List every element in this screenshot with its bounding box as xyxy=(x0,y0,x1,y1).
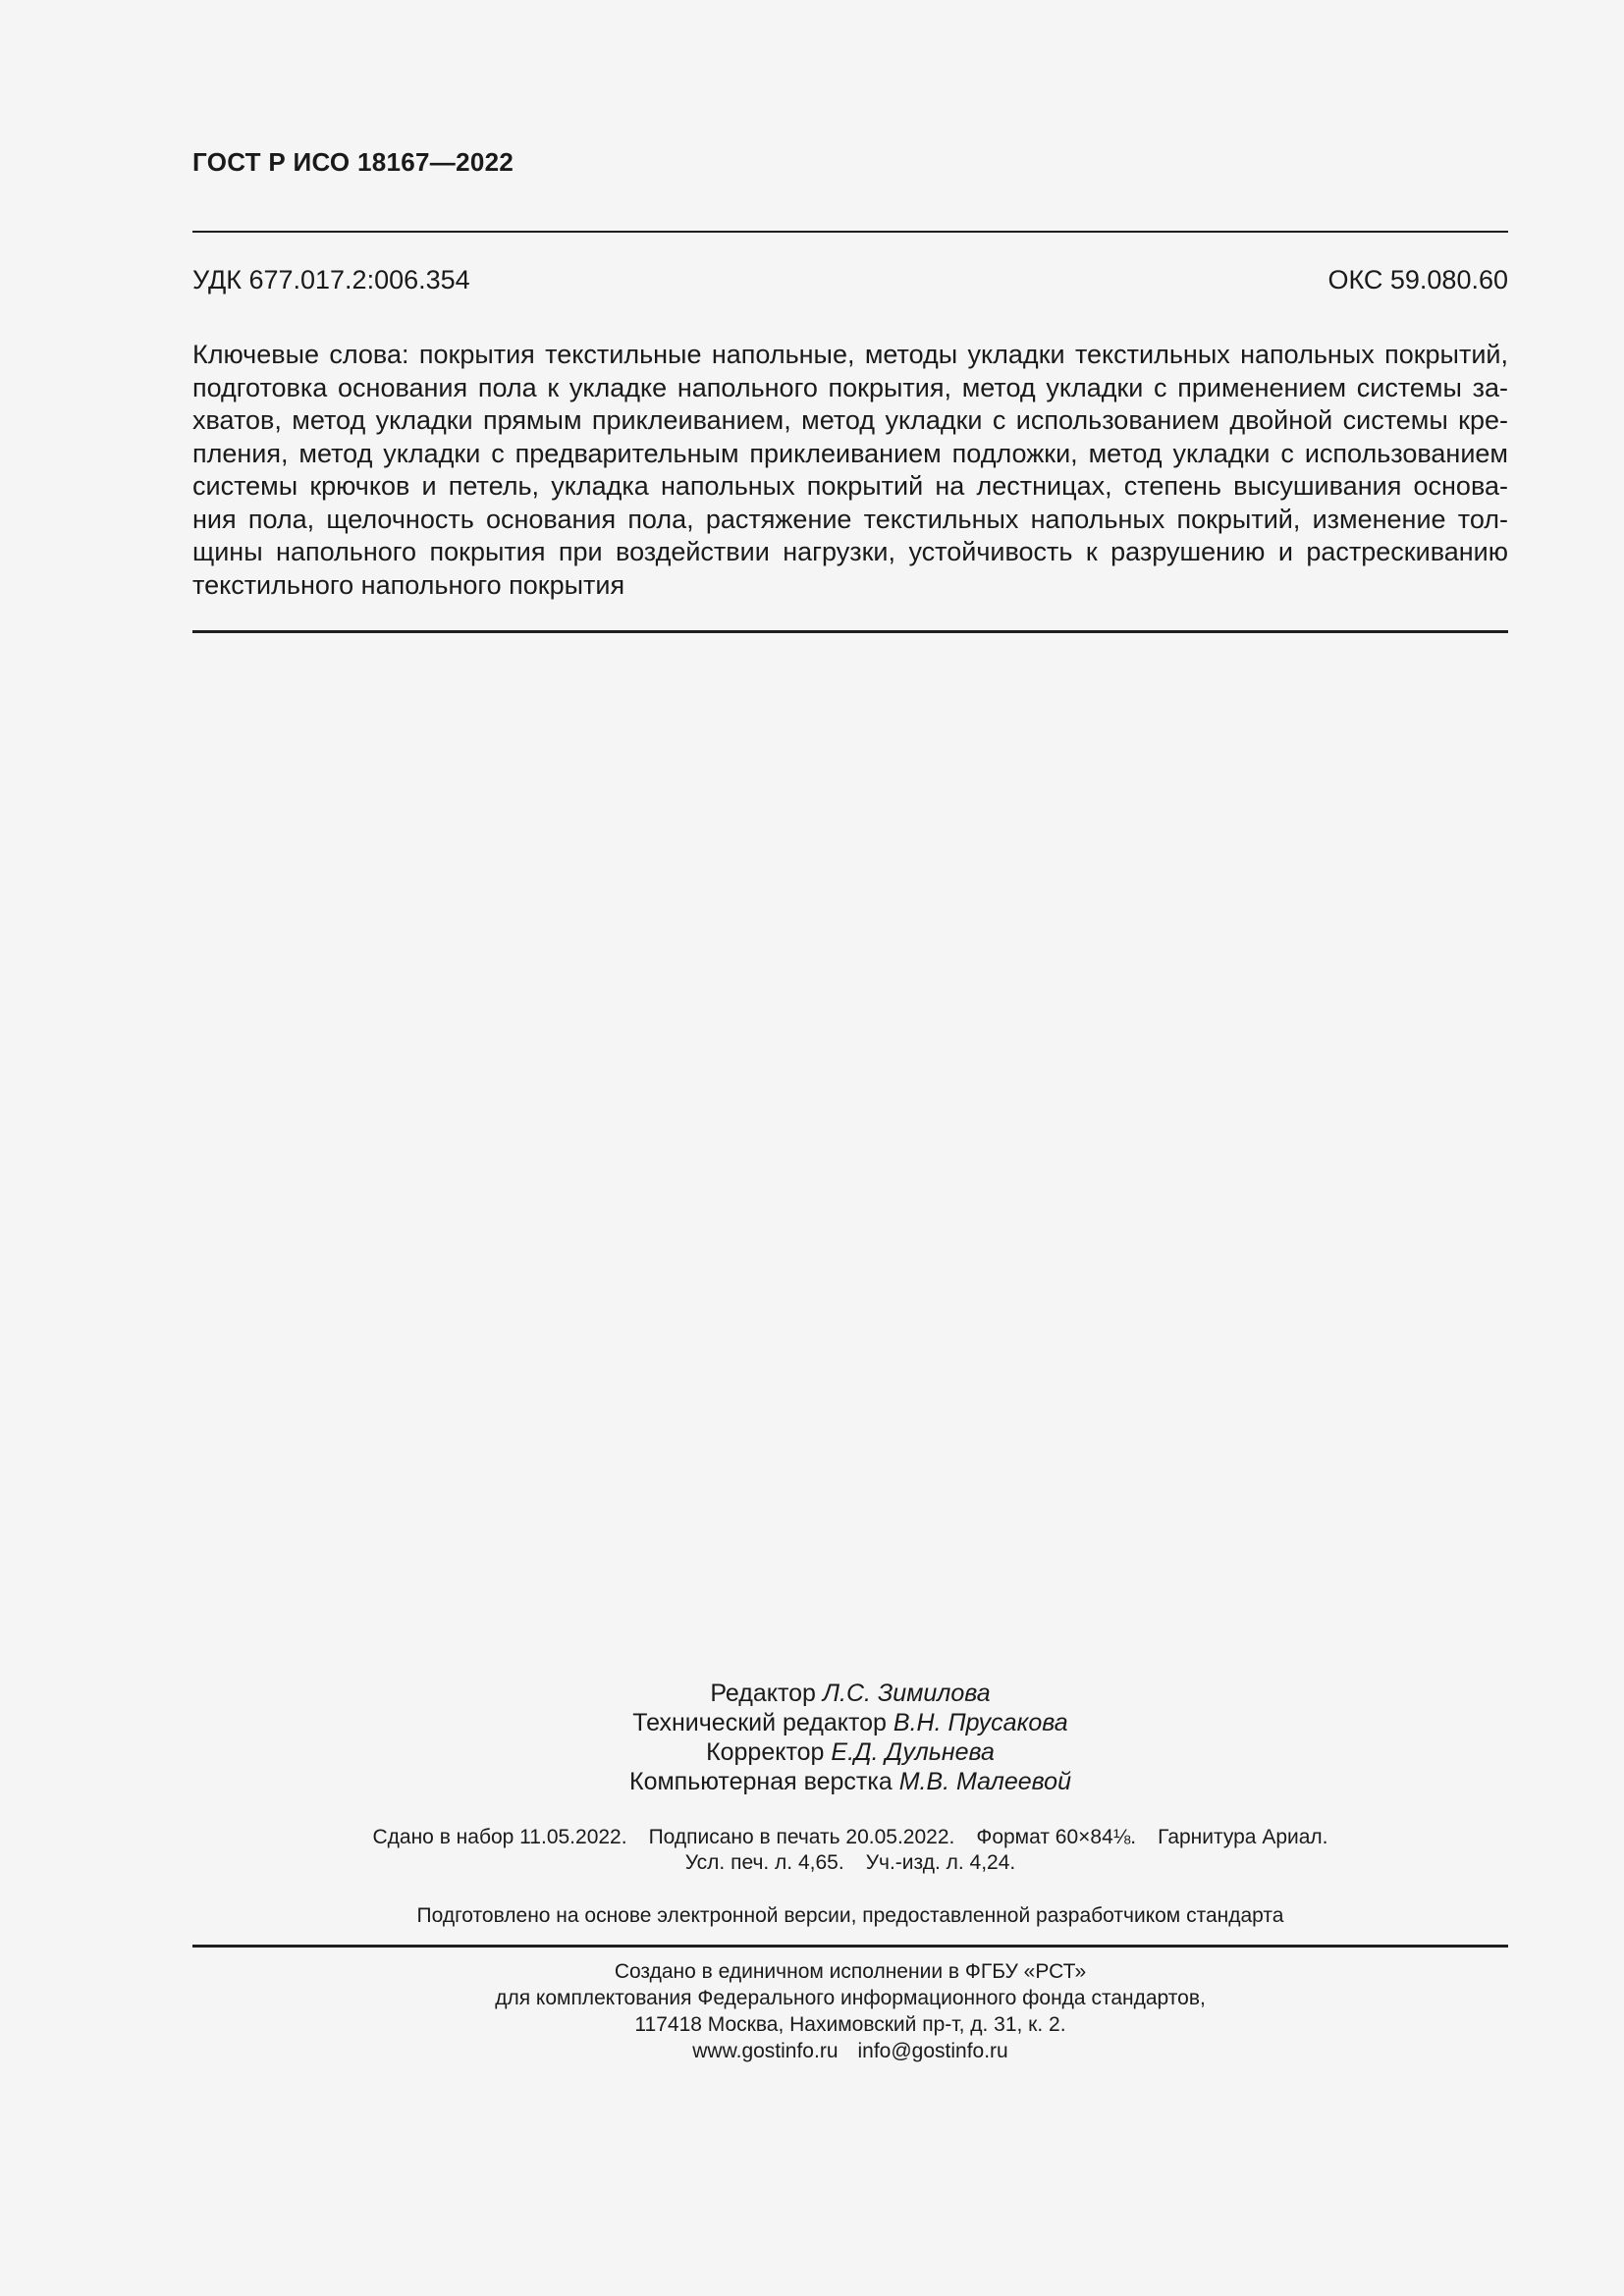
corrector-role: Корректор xyxy=(706,1738,825,1766)
submitted-date: Сдано в набор 11.05.2022. xyxy=(372,1826,627,1848)
keywords-line: пления, метод укладки с предварительным приклеиванием подложки, метод укладки с использованием xyxy=(192,438,1508,468)
tech-editor-role: Технический редактор xyxy=(632,1709,887,1736)
prepared-note: Подготовлено на основе электронной версии, предоставленной разработчиком стандарта xyxy=(416,1904,1284,1927)
classification-row xyxy=(192,265,1508,295)
print-info-block xyxy=(192,1825,1508,1876)
tech-editor-credit xyxy=(192,1708,1508,1737)
footer-contacts xyxy=(192,2038,1508,2064)
print-info-line-1 xyxy=(192,1825,1508,1850)
oks-code: ОКС 59.080.60 xyxy=(1327,265,1508,294)
typeface: Гарнитура Ариал. xyxy=(1158,1826,1328,1848)
corrector-name: Е.Д. Дульнева xyxy=(831,1738,995,1766)
footer-line: Создано в единичном исполнении в ФГБУ «РСТ» xyxy=(614,1960,1087,1983)
publication-sheets: Уч.-изд. л. 4,24. xyxy=(865,1851,1016,1874)
tech-editor-name: В.Н. Прусакова xyxy=(893,1709,1068,1736)
editor-name: Л.С. Зимилова xyxy=(822,1680,991,1707)
layout-credit xyxy=(192,1767,1508,1796)
print-format: Формат 60×84⅛. xyxy=(976,1826,1137,1848)
keywords-line: Ключевые слова: покрытия текстильные напольные, методы укладки текстильных напольных покрытий, xyxy=(192,340,1508,369)
keywords-paragraph xyxy=(192,339,1508,602)
editor-credit xyxy=(192,1679,1508,1708)
layout-role: Компьютерная верстка xyxy=(629,1768,893,1795)
keywords-divider xyxy=(192,630,1508,633)
keywords-line: ния пола, щелочность основания пола, растяжение текстильных напольных покрытий, изменение тол- xyxy=(192,504,1508,534)
header-divider xyxy=(192,231,1508,233)
footer-line: для комплектования Федерального информационного фонда стандартов, xyxy=(495,1987,1206,2009)
corrector-credit xyxy=(192,1737,1508,1767)
email-link[interactable]: info@gostinfo.ru xyxy=(857,2040,1008,2062)
layout-name: М.В. Малеевой xyxy=(898,1768,1071,1795)
publisher-footer xyxy=(192,1958,1508,2064)
footer-divider xyxy=(192,1945,1508,1948)
credits-block xyxy=(192,1679,1508,1796)
footer-line: 117418 Москва, Нахимовский пр-т, д. 31, к. 2. xyxy=(634,2013,1066,2036)
website-link[interactable]: www.gostinfo.ru xyxy=(692,2040,839,2062)
document-title: ГОСТ Р ИСО 18167—2022 xyxy=(192,147,514,177)
udk-code: УДК 677.017.2:006.354 xyxy=(192,265,470,294)
keywords-line: текстильного напольного покрытия xyxy=(192,569,625,600)
keywords-line: щины напольного покрытия при воздействии нагрузки, устойчивость к разрушению и растрескиванию xyxy=(192,537,1508,566)
keywords-line: подготовка основания пола к укладке напольного покрытия, метод укладки с применением системы за- xyxy=(192,372,1508,402)
print-info-line-2 xyxy=(192,1850,1508,1876)
editor-role: Редактор xyxy=(710,1680,816,1707)
keywords-line: системы крючков и петель, укладка напольных покрытий на лестницах, степень высушивания основа- xyxy=(192,471,1508,501)
print-sheets: Усл. печ. л. 4,65. xyxy=(684,1851,844,1874)
signed-date: Подписано в печать 20.05.2022. xyxy=(648,1826,955,1848)
keywords-line: хватов, метод укладки прямым приклеиванием, метод укладки с использованием двойной системы кре- xyxy=(192,405,1508,435)
